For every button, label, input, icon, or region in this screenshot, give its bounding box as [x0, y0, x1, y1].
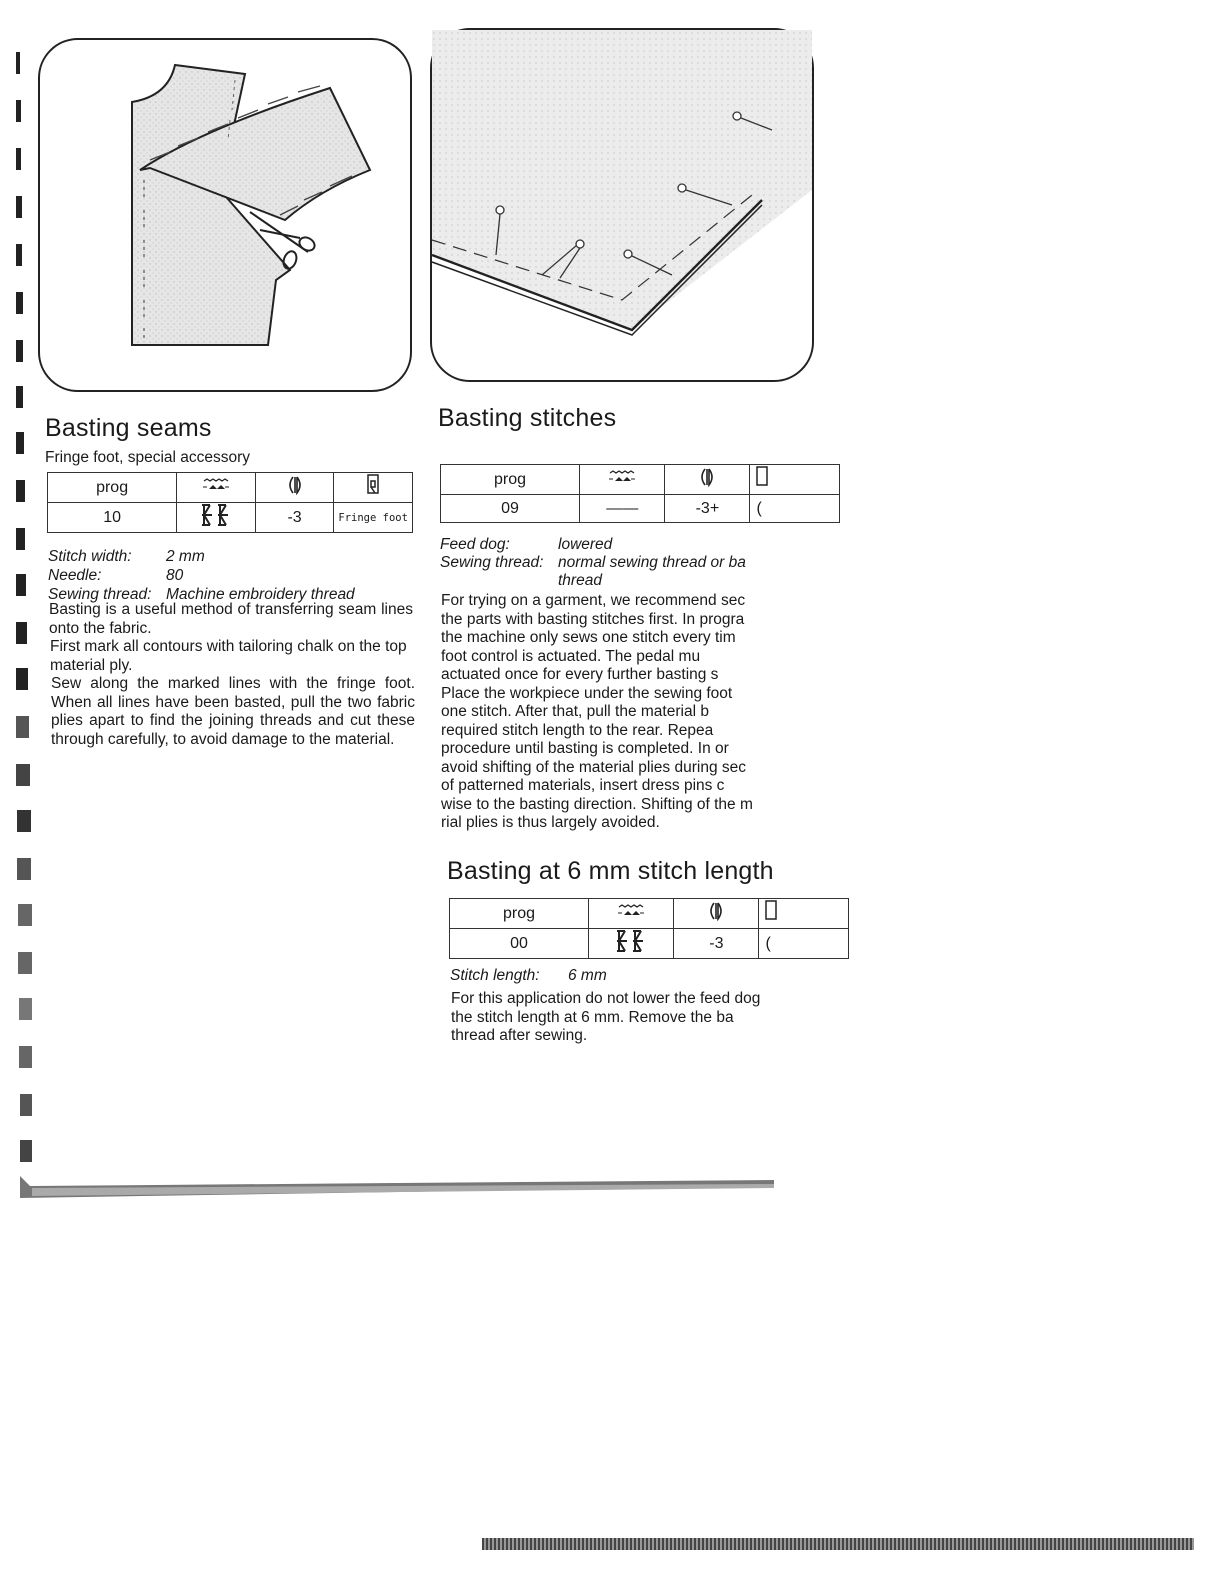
- paragraph-line: foot control is actuated. The pedal mu: [441, 647, 701, 665]
- presser-foot-icon: [334, 473, 413, 503]
- spec-row: [440, 536, 746, 554]
- paragraph-line: the parts with basting stitches first. In progra: [441, 610, 745, 628]
- spec-label: Sewing thread:: [440, 554, 544, 571]
- table-row: [450, 929, 849, 959]
- spec-value: normal sewing thread or ba: [558, 554, 746, 571]
- spec-row: [48, 566, 355, 585]
- illustration-crop-right: [430, 26, 760, 384]
- spec-row: [440, 572, 746, 590]
- spec-value: thread: [558, 572, 602, 589]
- binding-mark: [16, 52, 20, 74]
- binding-mark: [20, 1140, 32, 1162]
- spec-label: Stitch width:: [48, 548, 132, 565]
- spec-row: [450, 966, 607, 985]
- settings-table-basting-6mm: [449, 898, 849, 959]
- foot-value: Fringe foot: [334, 503, 413, 533]
- illustration-panel-left: [38, 38, 412, 392]
- paragraph-line: the machine only sews one stitch every tim: [441, 629, 736, 646]
- paragraph-line: procedure until basting is completed. In or: [441, 740, 729, 757]
- paragraph-line: actuated once for every further basting s: [441, 666, 719, 683]
- paragraph: First mark all contours with tailoring chalk on the top material ply.: [50, 638, 407, 674]
- binding-mark: [16, 668, 28, 690]
- binding-mark: [16, 574, 26, 596]
- spec-value: lowered: [558, 536, 613, 553]
- binding-mark: [20, 1094, 32, 1116]
- paragraph-line: For this application do not lower the feed dog: [451, 990, 761, 1007]
- spec-value: 2 mm: [166, 548, 205, 565]
- binding-mark: [16, 340, 23, 362]
- binding-mark: [19, 1046, 32, 1068]
- tension-icon: [665, 465, 750, 495]
- foot-value: (: [750, 495, 840, 523]
- paragraph-line: required stitch length to the rear. Repea: [441, 721, 714, 739]
- paragraph: [451, 990, 760, 1046]
- prog-header: prog: [450, 899, 589, 929]
- tension-value: -3: [674, 929, 759, 959]
- binding-mark: [16, 432, 24, 454]
- spec-row: [48, 547, 355, 566]
- table-row: [48, 503, 413, 533]
- spec-list: [440, 536, 746, 590]
- paragraph-line: the stitch length at 6 mm. Remove the ba: [451, 1008, 734, 1026]
- binding-mark: [16, 480, 25, 502]
- spec-value: 6 mm: [568, 967, 607, 984]
- right-column: [436, 398, 774, 1058]
- binding-mark: [16, 528, 25, 550]
- prog-value: 09: [441, 495, 580, 523]
- binding-mark: [16, 100, 21, 122]
- prog-value: 00: [450, 929, 589, 959]
- tension-value: -3+: [665, 495, 750, 523]
- binding-mark: [16, 196, 22, 218]
- spec-label: Needle:: [48, 567, 102, 584]
- page-edge-shadow: [20, 1176, 774, 1198]
- settings-table-basting-stitches: [440, 464, 840, 523]
- settings-table-basting-seams: [47, 472, 413, 533]
- spec-row: [440, 554, 746, 572]
- tension-icon: [255, 473, 334, 503]
- stitch-value: ——: [580, 495, 665, 523]
- binding-mark: [16, 716, 29, 738]
- section-title-basting-stitches: Basting stitches: [438, 404, 617, 432]
- table-header-row: [441, 465, 840, 495]
- prog-header: prog: [441, 465, 580, 495]
- paragraph-line: thread after sewing.: [451, 1027, 588, 1044]
- paragraph-line: For trying on a garment, we recommend sec: [441, 592, 746, 609]
- paragraph: Basting is a useful method of transferring seam lines onto the fabric.: [49, 601, 413, 637]
- binding-mark: [17, 810, 31, 832]
- table-header-row: [48, 473, 413, 503]
- presser-foot-icon: [750, 465, 840, 495]
- paragraph-line: Place the workpiece under the sewing foot: [441, 684, 733, 702]
- section-title-basting-seams: Basting seams: [45, 414, 212, 442]
- spec-list: [48, 547, 355, 604]
- binding-mark: [16, 292, 23, 314]
- binding-mark: [16, 622, 27, 644]
- binding-mark: [16, 764, 30, 786]
- stitch-width-icon: [580, 465, 665, 495]
- pinned-fabric-illustration: [432, 30, 812, 380]
- binding-mark: [16, 148, 21, 170]
- paragraph-line: wise to the basting direction. Shifting of the m: [441, 795, 753, 813]
- binding-mark: [18, 952, 32, 974]
- paragraph-line: one stitch. After that, pull the material b: [441, 703, 709, 720]
- scan-edge-bar: [482, 1538, 1194, 1550]
- binding-mark: [18, 904, 32, 926]
- paragraph-line: avoid shifting of the material plies during sec: [441, 758, 746, 776]
- paragraph: Sew along the marked lines with the fringe foot. When all lines have been basted, pull the two fabric plies apart to find the joining threads and cut these through carefully, to avoid damage to the material.: [51, 675, 415, 748]
- table-row: [441, 495, 840, 523]
- illustration-panel-right: [430, 28, 814, 382]
- spec-value: Machine embroidery thread: [166, 586, 355, 603]
- binding-mark: [16, 244, 22, 266]
- section-subtitle: Fringe foot, special accessory: [45, 449, 251, 466]
- tension-value: -3: [255, 503, 334, 533]
- paragraph-line: of patterned materials, insert dress pins c: [441, 777, 725, 794]
- paragraph-line: rial plies is thus largely avoided.: [441, 814, 660, 831]
- basting-stitch-icon: [177, 503, 256, 533]
- spec-label: Stitch length:: [450, 967, 540, 984]
- spec-value: 80: [166, 567, 184, 584]
- presser-foot-icon: [759, 899, 849, 929]
- table-header-row: [450, 899, 849, 929]
- tension-icon: [674, 899, 759, 929]
- garment-pattern-illustration: [40, 40, 410, 390]
- stitch-width-icon: [589, 899, 674, 929]
- paragraph: [441, 592, 753, 833]
- section-title-basting-6mm: Basting at 6 mm stitch length: [447, 857, 774, 885]
- stitch-width-icon: [177, 473, 256, 503]
- prog-value: 10: [48, 503, 177, 533]
- spec-label: Feed dog:: [440, 536, 510, 553]
- binding-mark: [17, 858, 31, 880]
- binding-mark: [16, 386, 23, 408]
- basting-stitch-icon: [589, 929, 674, 959]
- prog-header: prog: [48, 473, 177, 503]
- foot-value: (: [759, 929, 849, 959]
- spec-label: Sewing thread:: [48, 586, 152, 603]
- binding-mark: [19, 998, 32, 1020]
